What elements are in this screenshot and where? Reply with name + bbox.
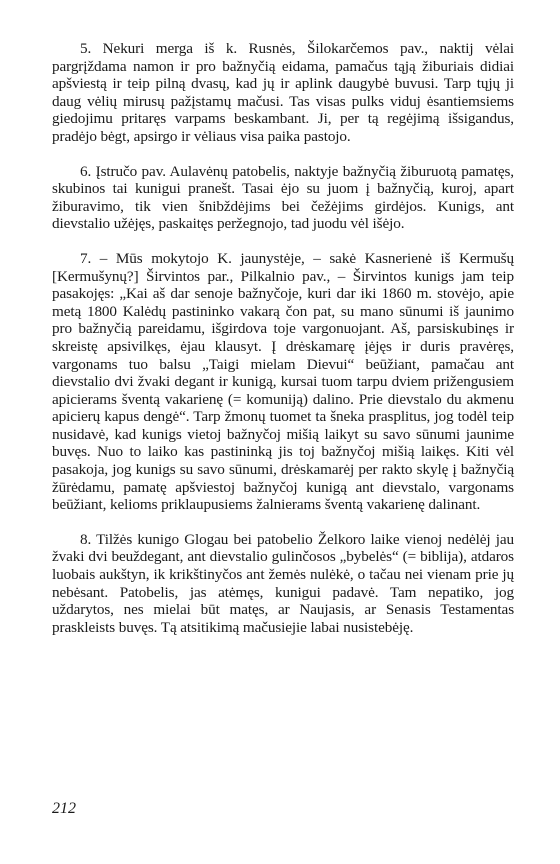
paragraph-5: 5. Nekuri merga iš k. Rusnės, Šilokarčemos pav., naktij vėlai pargrįždama namon ir pro bažnyčią eidama, pamačus tąją žiburiais didiai apšviestą ir teip pilną dvasų, kad jų ir aplink daugybė buvusi. Tarp tųjų ji daug vėlių mirusų pažįstamų mačusi. Tas visas pulks viduj ėsantiemsiems giedojimu pritaręs varpams beskambant. Ji, per tą regėjimą išsigandus, pradėjo bėgt, apsirgo ir vėliaus visa paika pastojo. bbox=[52, 40, 514, 145]
paragraph-6: 6. Įstručo pav. Aulavėnų patobelis, naktyje bažnyčią žiburuotą pamatęs, skubinos tai kunigui pranešt. Tasai ėjo su juom į bažnyčią, kuroj, apart žiburavimo, tik vien šnibždėjims bei čežėjims girdėjos. Kunigs, ant dievstalio užėjęs, paskaitęs peržegnojo, tad juodu vėl išėjo. bbox=[52, 162, 514, 233]
page-number: 212 bbox=[52, 800, 76, 817]
paragraph-7: 7. – Mūs mokytojo K. jaunystėje, – sakė Kasnerienė iš Kermušų [Kermušynų?] Širvintos par., Pilkalnio pav., – Širvintos kunigs jam teip pasakojęs: „Kai aš dar senoje bažnyčoje, kuri dar iki 1860 m. stovėjo, apie metą 1800 Kalėdų pastininko vakarą čon pat, su mano sūnumi iš jaunimo pro bažnyčią pareidamu, išgirdova toje vargonuojant. Aš, parsiskubinęs ir skreistę apsivilkęs, ėjau klausyt. Į drėskamarę įėjęs ir duris pravėręs, vargonams tuo balsu „Taigi mielam Dievui“ beūžiant, pamačau ant dievstalio dvi žvaki degant ir kunigą, kursai tuom tarpu dviem prižengusiem apicierams šventą vakarienę (= komuniją) dalino. Prie dievstalo du akmenu apicierų kapus dengė“. Tarp žmonų tuomet ta šneka prasplitus, jog todėl teip nusidavė, kad kunigs vietoj bažnyčoj mišią laikyt su savo sūnumi jaunime buvęs. Nuo to laiko kas pastininką jis toj bažnyčoj mišią laikęs. Kiti vėl pasakoja, jog kunigs su savo sūnumi, drėskamarėj per rakto skylę į bažnyčią žūrėdamu, pamatę apšviestoj bažnyčoj kunigą ant dievstalo, vargonams beūžiant, kelioms priklaupusiems žalnierams šventą vakarienę dalinant. bbox=[52, 249, 514, 514]
text-column bbox=[52, 40, 514, 636]
paragraph-8: 8. Tilžės kunigo Glogau bei patobelio Želkoro laike vienoj nedėlėj jau žvaki dvi beuždegant, ant dievstalio gulinčosos „bybelės“ (= biblija), atdaros luobais aukštyn, ik krikštinyčos ant žemės nulėkė, o tačau nei vienam prie jų nebėsant. Patobelis, jas atėmęs, kunigui padavė. Tam nepatiko, jog uždarytos, nes mielai būt matęs, ar Naujasis, ar Senasis Testamentas praskleists buvęs. Tą atsitikimą mačusiejie labai nusistebėję. bbox=[52, 530, 514, 636]
